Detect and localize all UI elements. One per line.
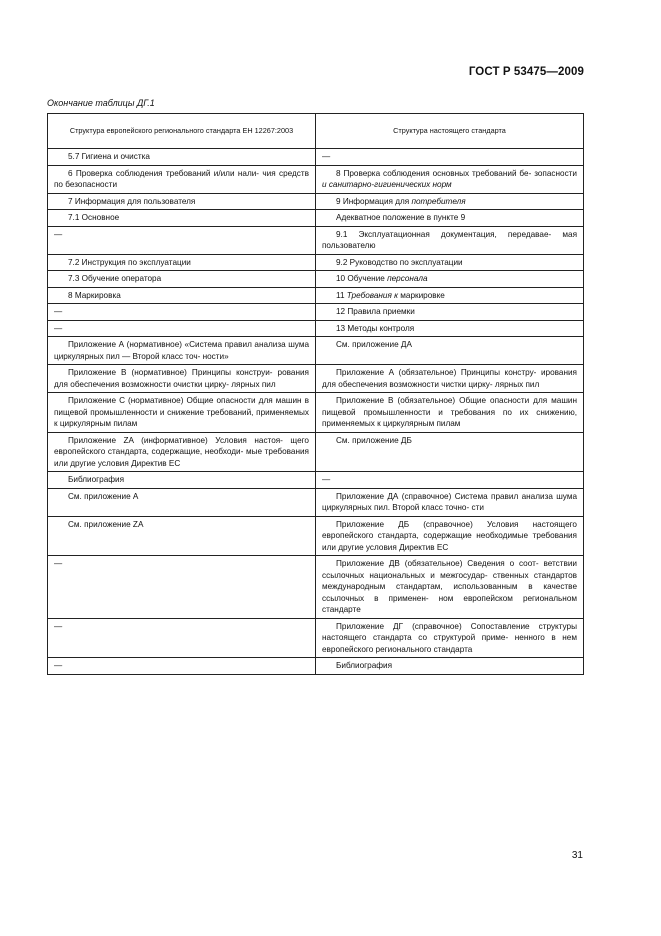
cell-european: 6 Проверка соблюдения требований и/или нали- чия средств по безопасности — [48, 165, 316, 193]
cell-text: 11 — [336, 290, 347, 300]
cell-european: — — [48, 618, 316, 658]
cell-european: — — [48, 226, 316, 254]
cell-national: Приложение ДА (справочное) Система правил анализа шума циркулярных пил. Второй класс точно- сти — [316, 488, 584, 516]
cell-european: 7 Информация для пользователя — [48, 193, 316, 210]
cell-national: Приложение ДГ (справочное) Сопоставление структуры настоящего стандарта со структурой приме- ненного в нем европейского регионального стандарта — [316, 618, 584, 658]
cell-european: Приложение С (нормативное) Общие опасности для машин в пищевой промышленности и снижение требований, применяемых к циркулярным пилам — [48, 393, 316, 433]
page-number: 31 — [571, 850, 583, 861]
cell-european: — — [48, 556, 316, 619]
table-row — [48, 488, 584, 516]
cell-national: 12 Правила приемки — [316, 304, 584, 321]
cell-national: Приложение А (обязательное) Принципы констру- ирования для обеспечения возможности чистки цирку- лярных пил — [316, 365, 584, 393]
cell-national: Библиография — [316, 658, 584, 675]
column-header-national: Структура настоящего стандарта — [316, 114, 584, 149]
cell-european: Приложение В (нормативное) Принципы конструи- рования для обеспечения возможности очистки цирку- лярных пил — [48, 365, 316, 393]
correspondence-table — [47, 113, 584, 675]
cell-national: Приложение В (обязательное) Общие опасности для машин пищевой промышленности и требования по их снижению, применяемых к циркулярным пилам — [316, 393, 584, 433]
table-row — [48, 193, 584, 210]
table-header-row — [48, 114, 584, 149]
cell-text: 8 Проверка соблюдения основных требований бе- зопасности — [336, 168, 577, 178]
cell-european: 5.7 Гигиена и очистка — [48, 149, 316, 166]
table-row — [48, 618, 584, 658]
cell-national: Адекватное положение в пункте 9 — [316, 210, 584, 227]
cell-national — [316, 287, 584, 304]
table-row — [48, 226, 584, 254]
table-row — [48, 165, 584, 193]
table-caption: Окончание таблицы ДГ.1 — [47, 98, 155, 108]
table-row — [48, 432, 584, 472]
table-row — [48, 393, 584, 433]
table-row — [48, 556, 584, 619]
cell-european: Приложение А (нормативное) «Система правил анализа шума циркулярных пил — Второй класс точ- ности» — [48, 337, 316, 365]
cell-emphasis: Требования к — [346, 290, 398, 300]
table-row — [48, 337, 584, 365]
table-body — [48, 149, 584, 675]
cell-national: — — [316, 149, 584, 166]
cell-emphasis: и санитарно-гигиенических норм — [322, 180, 452, 189]
table-row — [48, 149, 584, 166]
cell-european: См. приложение ZA — [48, 516, 316, 556]
cell-european: Библиография — [48, 472, 316, 489]
cell-text: 10 Обучение — [336, 274, 388, 283]
cell-text: 9 Информация для — [336, 196, 412, 206]
cell-european: Приложение ZA (информативное) Условия настоя- щего европейского стандарта, содержащие, необходи- мые требования или другие условия Директив ЕС — [48, 432, 316, 472]
table-row — [48, 365, 584, 393]
cell-european: 7.1 Основное — [48, 210, 316, 227]
cell-emphasis: персонала — [387, 274, 428, 283]
cell-national — [316, 165, 584, 193]
cell-european: 7.2 Инструкция по эксплуатации — [48, 254, 316, 271]
cell-national — [316, 271, 584, 288]
cell-national: 13 Методы контроля — [316, 320, 584, 337]
cell-national: Приложение ДБ (справочное) Условия настоящего европейского стандарта, содержащие необходимые требования или другие условия Директив ЕС — [316, 516, 584, 556]
table-row — [48, 516, 584, 556]
cell-national — [316, 193, 584, 210]
cell-emphasis: потребителя — [411, 196, 466, 206]
table-row — [48, 304, 584, 321]
cell-national: 9.2 Руководство по эксплуатации — [316, 254, 584, 271]
table-row — [48, 210, 584, 227]
table-row — [48, 271, 584, 288]
cell-european: — — [48, 320, 316, 337]
cell-european: — — [48, 658, 316, 675]
table-row — [48, 320, 584, 337]
cell-european: 7.3 Обучение оператора — [48, 271, 316, 288]
table-row — [48, 254, 584, 271]
cell-european: 8 Маркировка — [48, 287, 316, 304]
cell-national: 9.1 Эксплуатационная документация, передавае- мая пользователю — [316, 226, 584, 254]
cell-text: маркировке — [398, 290, 445, 300]
standard-number: ГОСТ Р 53475—2009 — [468, 66, 584, 78]
cell-european: — — [48, 304, 316, 321]
column-header-european: Структура европейского регионального стандарта ЕН 12267:2003 — [48, 114, 316, 149]
cell-national: Приложение ДВ (обязательное) Сведения о соот- ветствии ссылочных национальных и межгосудар- ственных стандартов международным стандартам, использованным в качестве ссылочных в применен- ном европейском региональном стандарте — [316, 556, 584, 619]
table-row — [48, 287, 584, 304]
cell-national: См. приложение ДА — [316, 337, 584, 365]
cell-european: См. приложение А — [48, 488, 316, 516]
table-row — [48, 658, 584, 675]
cell-national: См. приложение ДБ — [316, 432, 584, 472]
cell-national: — — [316, 472, 584, 489]
table-row — [48, 472, 584, 489]
